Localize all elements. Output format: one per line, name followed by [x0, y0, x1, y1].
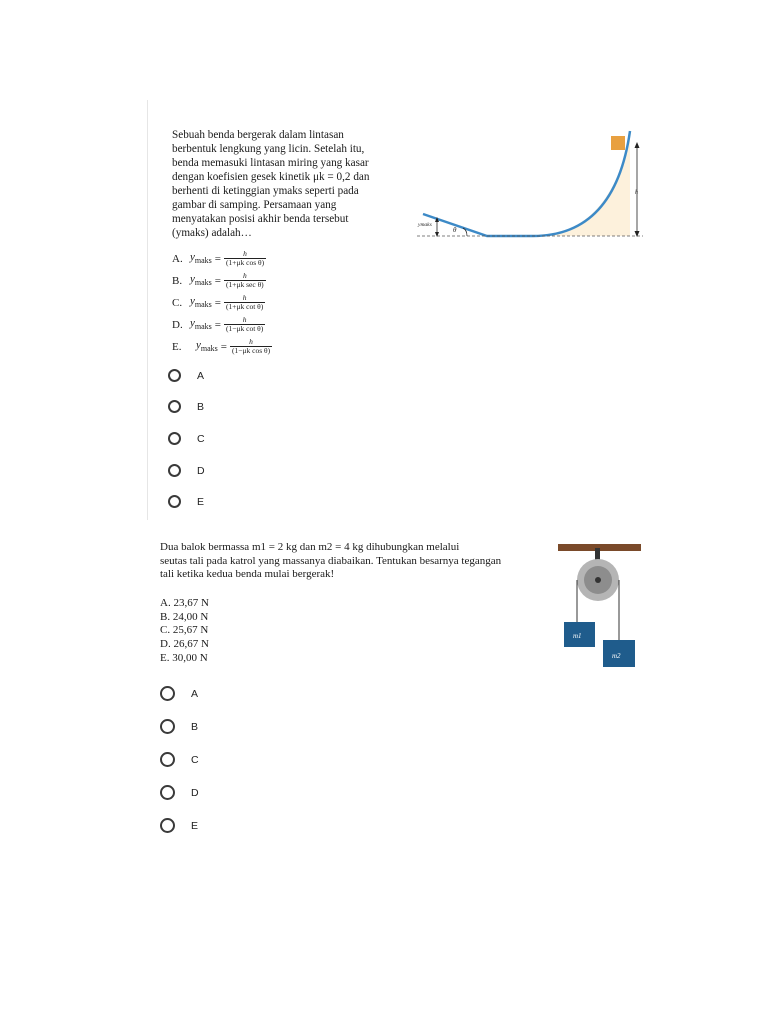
q1-line: berbentuk lengkung yang licin. Setelah itu,	[172, 143, 365, 155]
q1-choice-e[interactable]	[168, 495, 204, 508]
radio-button[interactable]	[160, 785, 175, 800]
q1-formula-option	[172, 272, 266, 289]
q1-choice-b[interactable]	[168, 400, 204, 413]
q2-line: seutas tali pada katrol yang massanya diabaikan. Tentukan besarnya tegangan	[160, 554, 502, 567]
q1-line: dengan koefisien gesek kinetik μk = 0,2 dan	[172, 171, 370, 183]
choice-label: B	[191, 720, 199, 733]
q1-formula-option	[172, 250, 266, 267]
sliding-block	[611, 136, 625, 150]
equals-sign: =	[220, 340, 227, 353]
mass-1-label: m1	[573, 632, 582, 640]
height-label: h	[635, 190, 638, 196]
q2-line: tali ketika kedua benda mulai bergerak!	[160, 568, 335, 580]
choice-label: E	[191, 819, 199, 832]
radio-button[interactable]	[168, 369, 181, 382]
q1-track-diagram	[415, 126, 647, 246]
q1-choice-a[interactable]	[168, 369, 204, 382]
formula-lhs: $y_{maks}$	[190, 295, 212, 310]
choice-label: E	[197, 495, 205, 508]
choice-label: C	[191, 753, 199, 766]
q2-answer-option: C. 25,67 N	[160, 624, 209, 636]
choice-label: D	[197, 464, 205, 477]
q2-line: Dua balok bermassa m1 = 2 kg dan m2 = 4 kg dihubungkan melalui	[160, 541, 460, 553]
formula-lhs: $y_{maks}$	[190, 273, 212, 288]
radio-button[interactable]	[168, 464, 181, 477]
formula-fraction: $\frac{h}{\text{(1+μk cos θ)}}$	[226, 249, 265, 267]
option-letter: E.	[172, 340, 182, 353]
formula-lhs: $y_{maks}$	[196, 339, 218, 354]
q1-line: benda memasuki lintasan miring yang kasar	[172, 157, 369, 169]
equals-sign: =	[214, 274, 221, 287]
mass-2-label: m2	[612, 652, 621, 660]
radio-button[interactable]	[160, 752, 175, 767]
option-letter: C.	[172, 296, 183, 309]
q2-pulley-diagram	[556, 540, 642, 670]
q1-formula-option	[172, 316, 265, 333]
formula-fraction: $\frac{h}{\text{(1+μk sec θ)}}$	[226, 271, 264, 289]
choice-label: C	[197, 432, 205, 445]
page-left-rule	[147, 100, 148, 520]
radio-button[interactable]	[168, 495, 181, 508]
q1-line: berhenti di ketinggian ymaks seperti pada	[172, 185, 359, 197]
q1-choice-d[interactable]	[168, 464, 205, 477]
equals-sign: =	[214, 318, 221, 331]
q1-line: Sebuah benda bergerak dalam lintasan	[172, 129, 344, 141]
question-1-text	[172, 128, 398, 240]
q2-choice-e[interactable]	[160, 818, 198, 833]
q2-answer-option: A. 23,67 N	[160, 597, 209, 609]
q2-choice-b[interactable]	[160, 719, 198, 734]
choice-label: A	[197, 369, 205, 382]
pulley-axle	[595, 577, 601, 583]
choice-label: B	[197, 400, 205, 413]
equals-sign: =	[214, 252, 221, 265]
formula-lhs: $y_{maks}$	[190, 317, 212, 332]
radio-button[interactable]	[168, 432, 181, 445]
height-arrow-head-top	[635, 142, 640, 148]
radio-button[interactable]	[160, 818, 175, 833]
equals-sign: =	[214, 296, 221, 309]
formula-lhs: $y_{maks}$	[190, 251, 212, 266]
q2-choice-a[interactable]	[160, 686, 198, 701]
q2-choice-c[interactable]	[160, 752, 199, 767]
option-letter: D.	[172, 318, 183, 331]
radio-button[interactable]	[160, 719, 175, 734]
formula-fraction: $\frac{h}{\text{(1−μk cos θ)}}$	[232, 337, 271, 355]
ymax-label: ymaks	[418, 222, 432, 228]
q1-formula-option	[172, 338, 272, 355]
formula-fraction: $\frac{h}{\text{(1−μk cot θ)}}$	[226, 315, 264, 333]
q1-line: gambar di samping. Persamaan yang	[172, 199, 337, 211]
q1-line: menyatakan posisi akhir benda tersebut	[172, 213, 349, 225]
q2-choice-d[interactable]	[160, 785, 199, 800]
formula-fraction: $\frac{h}{\text{(1+μk cot θ)}}$	[226, 293, 264, 311]
q1-line: (ymaks) adalah…	[172, 227, 252, 239]
choice-label: A	[191, 687, 199, 700]
angle-label: θ	[453, 226, 457, 234]
q1-formula-option	[172, 294, 265, 311]
q1-choice-c[interactable]	[168, 432, 205, 445]
q2-answer-option: D. 26,67 N	[160, 638, 209, 650]
q2-answer-option: E. 30,00 N	[160, 652, 208, 664]
option-letter: B.	[172, 274, 183, 287]
option-letter: A.	[172, 252, 183, 265]
q2-answer-option: B. 24,00 N	[160, 611, 209, 623]
question-2-text	[160, 541, 553, 582]
radio-button[interactable]	[160, 686, 175, 701]
choice-label: D	[191, 786, 199, 799]
radio-button[interactable]	[168, 400, 181, 413]
